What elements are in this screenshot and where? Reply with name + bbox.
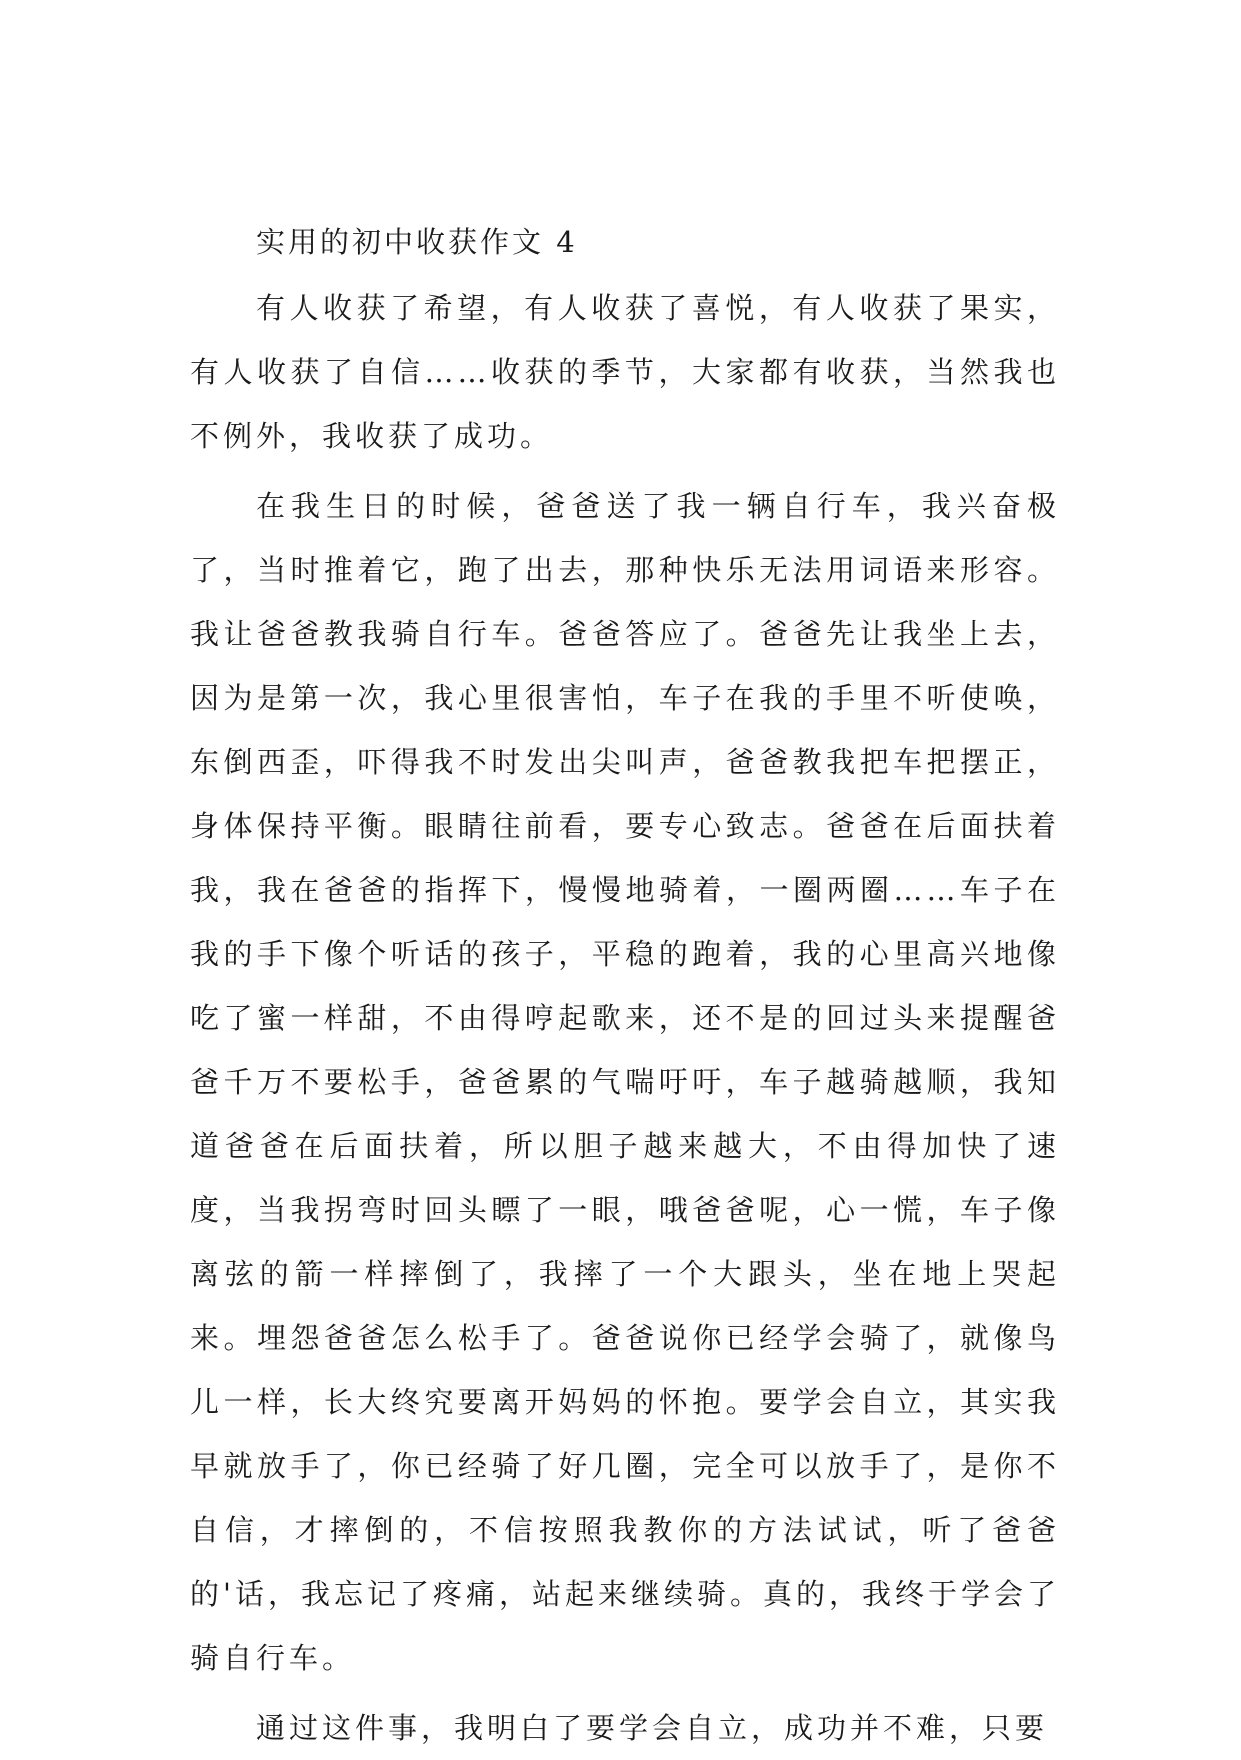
document-page <box>190 222 1060 1760</box>
paragraph-2: 在我生日的时候，爸爸送了我一辆自行车，我兴奋极了，当时推着它，跑了出去，那种快乐无法用词语来形容。我让爸爸教我骑自行车。爸爸答应了。爸爸先让我坐上去，因为是第一次，我心里很害怕，车子在我的手里不听使唤，东倒西歪，吓得我不时发出尖叫声，爸爸教我把车把摆正，身体保持平衡。眼睛往前看，要专心致志。爸爸在后面扶着我，我在爸爸的指挥下，慢慢地骑着，一圈两圈……车子在我的手下像个听话的孩子，平稳的跑着，我的心里高兴地像吃了蜜一样甜，不由得哼起歌来，还不是的回过头来提醒爸爸千万不要松手，爸爸累的气喘吁吁，车子越骑越顺，我知道爸爸在后面扶着，所以胆子越来越大，不由得加快了速度，当我拐弯时回头瞟了一眼，哦爸爸呢，心一慌，车子像离弦的箭一样摔倒了，我摔了一个大跟头，坐在地上哭起来。埋怨爸爸怎么松手了。爸爸说你已经学会骑了，就像鸟儿一样，长大终究要离开妈妈的怀抱。要学会自立，其实我早就放手了，你已经骑了好几圈，完全可以放手了，是你不自信，才摔倒的，不信按照我教你的方法试试，听了爸爸的'话，我忘记了疼痛，站起来继续骑。真的，我终于学会了骑自行车。 <box>190 489 1060 1675</box>
paragraph-1: 有人收获了希望，有人收获了喜悦，有人收获了果实，有人收获了自信……收获的季节，大家都有收获，当然我也不例外，我收获了成功。 <box>190 291 1060 453</box>
paragraph-3: 通过这件事，我明白了要学会自立，成功并不难，只要 <box>256 1711 1049 1745</box>
essay-title: 实用的初中收获作文 4 <box>256 225 578 259</box>
